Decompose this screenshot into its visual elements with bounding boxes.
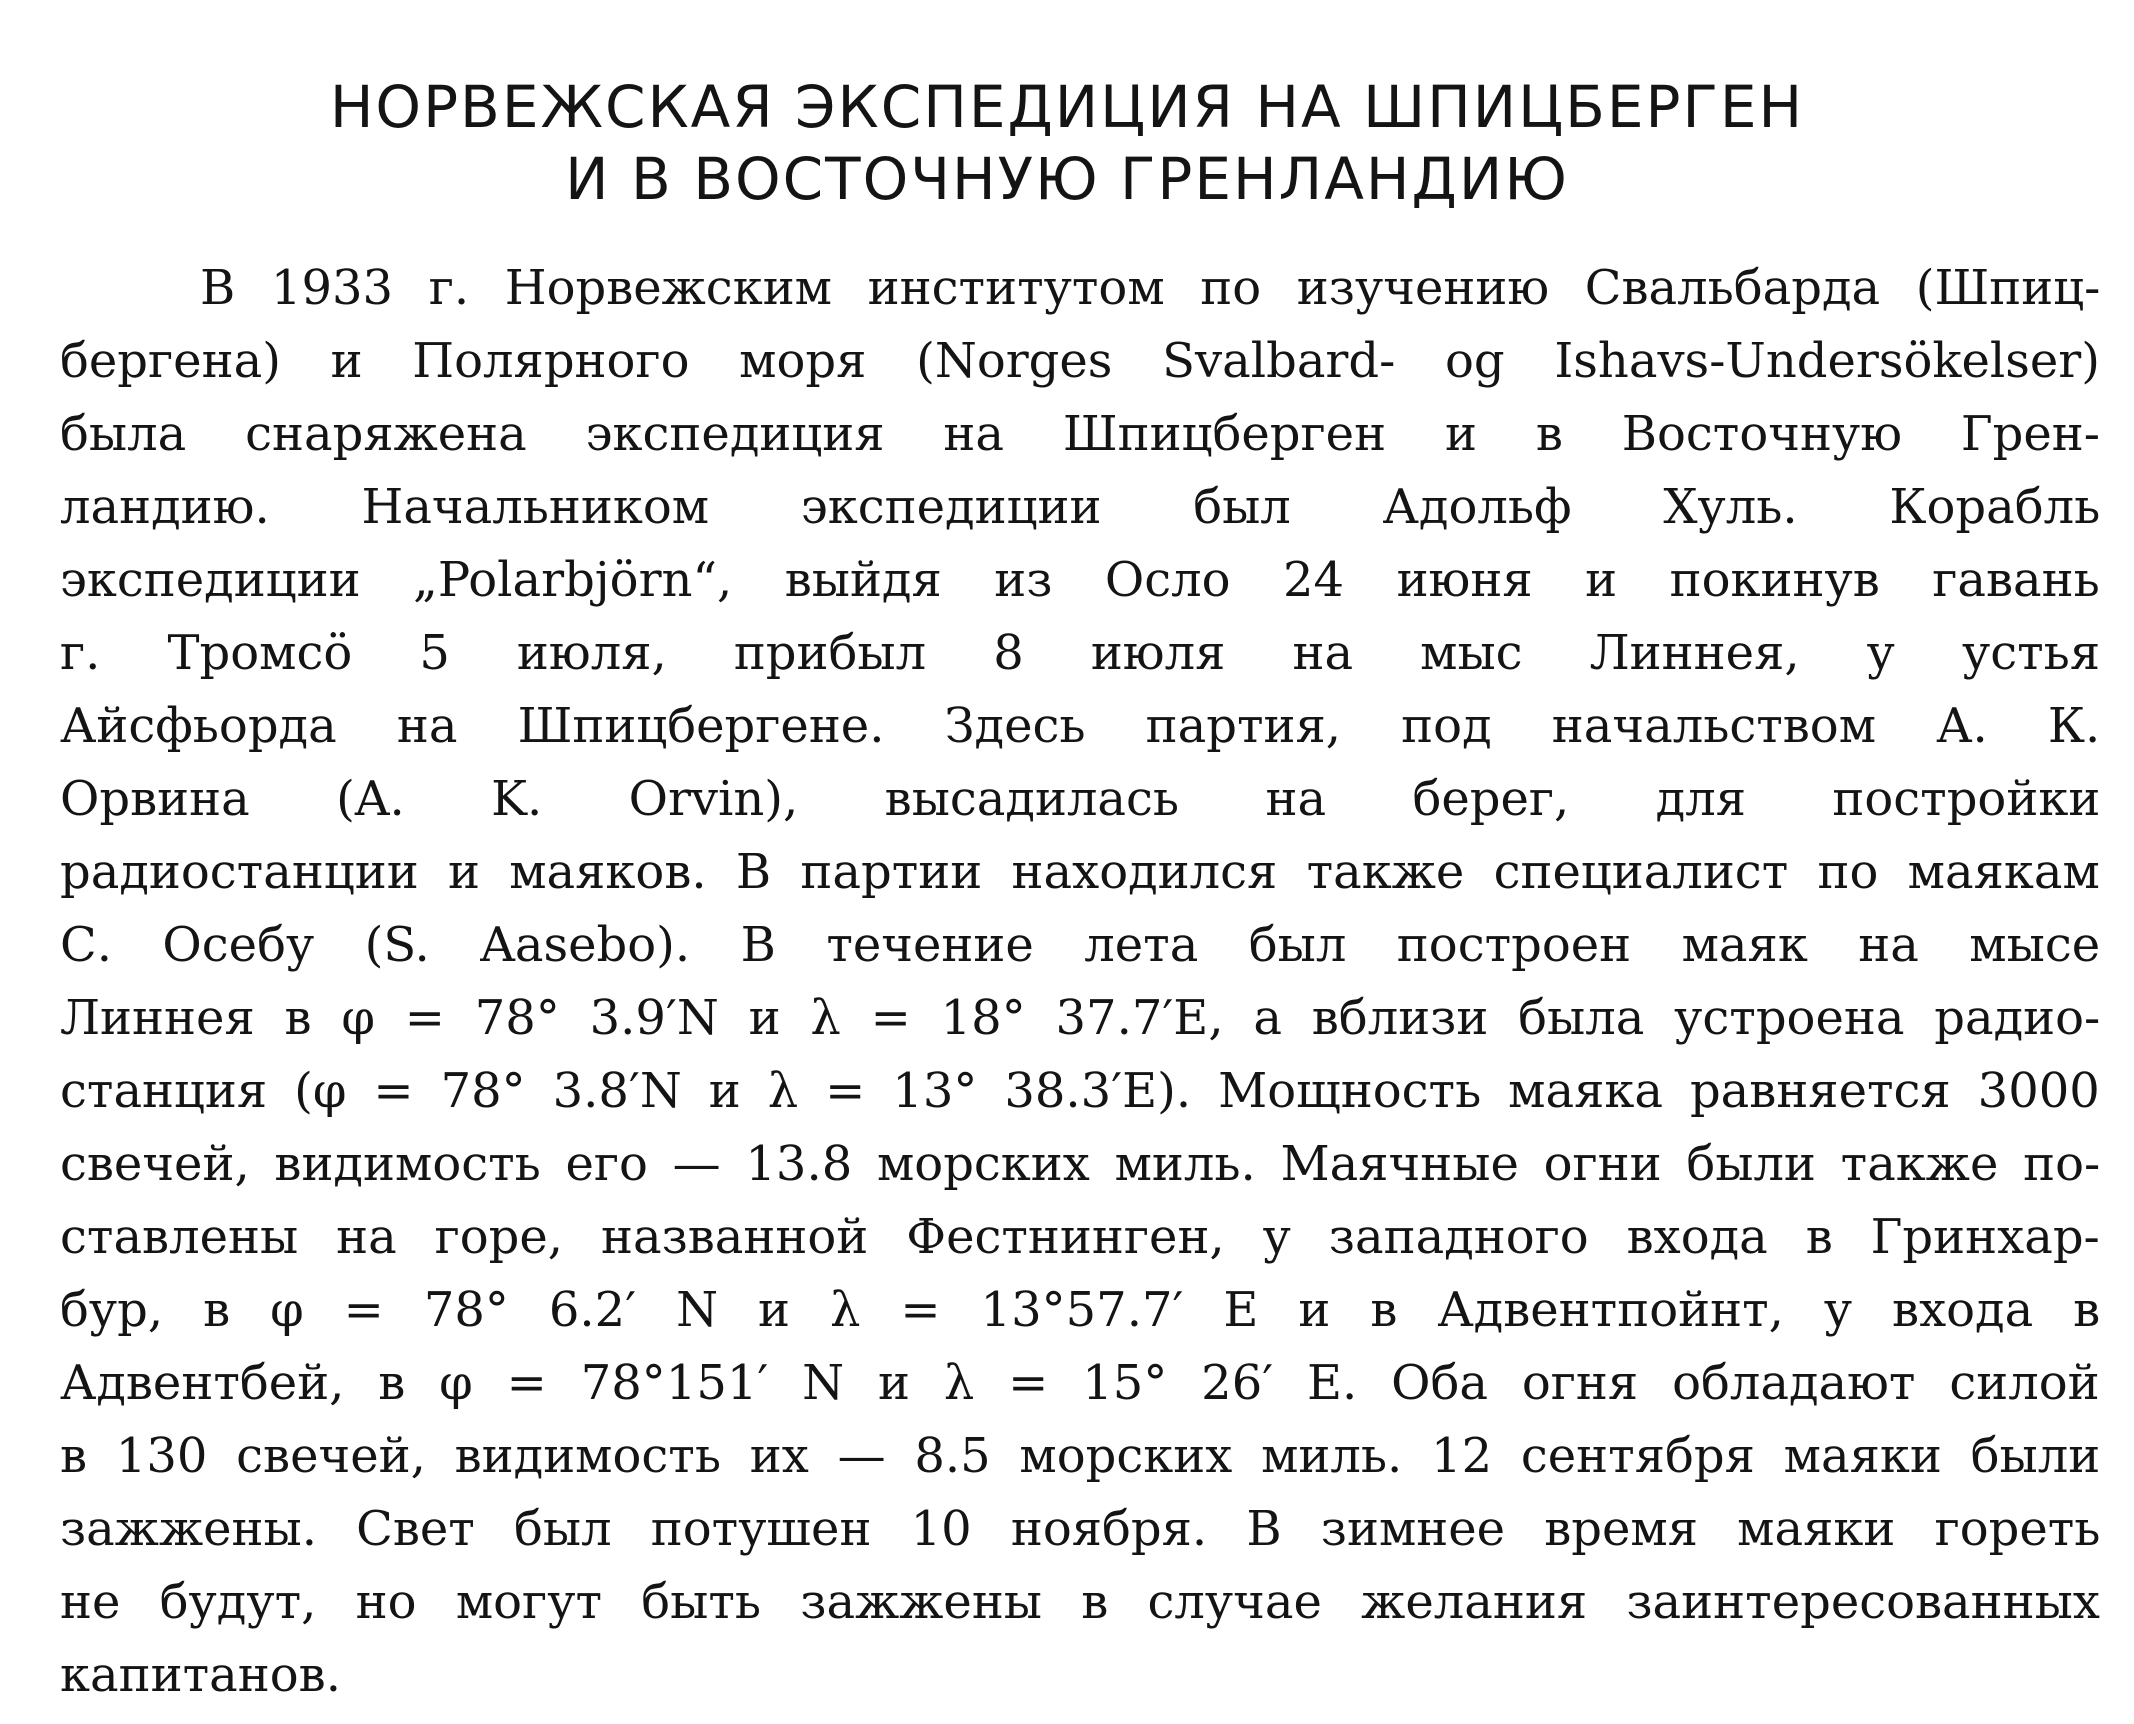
text-line: станция (φ = 78° 3.8′N и λ = 13° 38.3′E). Мощность маяка равняется 3000: [60, 1063, 2100, 1119]
text-line: г. Тромсö 5 июля, прибыл 8 июля на мыс Линнея, у устья: [60, 625, 2101, 681]
text-line: не будут, но могут быть зажжены в случае желания заинтересованных: [60, 1574, 2100, 1630]
text-line: бур, в φ = 78° 6.2′ N и λ = 13°57.7′ E и в Адвентпойнт, у входа в: [60, 1282, 2101, 1338]
text-line: свечей, видимость его — 13.8 морских миль. Маячные огни были также по-: [60, 1136, 2101, 1192]
text-line: ландию. Начальником экспедиции был Адольф Хуль. Корабль: [60, 479, 2101, 535]
text-line: С. Осебу (S. Aasebo). В течение лета был построен маяк на мысе: [60, 917, 2101, 973]
text-line: Айсфьорда на Шпицбергене. Здесь партия, под начальством А. К.: [60, 698, 2101, 754]
text-line: зажжены. Свет был потушен 10 ноября. В зимнее время маяки гореть: [60, 1501, 2101, 1557]
text-line: капитанов.: [60, 1647, 341, 1703]
title-line-2: И В ВОСТОЧНУЮ ГРЕНЛАНДИЮ: [565, 145, 1569, 213]
text-line: В 1933 г. Норвежским институтом по изучению Свальбарда (Шпиц-: [200, 260, 2101, 316]
text-line: в 130 свечей, видимость их — 8.5 морских миль. 12 сентября маяки были: [60, 1428, 2101, 1484]
text-line: Линнея в φ = 78° 3.9′N и λ = 18° 37.7′E, а вблизи была устроена радио-: [60, 990, 2101, 1046]
text-line: экспедиции „Polarbjörn“, выйдя из Осло 24 июня и покинув гавань: [60, 552, 2100, 608]
text-line: радиостанции и маяков. В партии находился также специалист по маякам: [60, 844, 2100, 900]
text-line: была снаряжена экспедиция на Шпицберген и в Восточную Грен-: [60, 406, 2101, 462]
text-line: Адвентбей, в φ = 78°151′ N и λ = 15° 26′ E. Оба огня обладают силой: [60, 1355, 2100, 1411]
text-line: бергена) и Полярного моря (Norges Svalbard- og Ishavs-Undersökelser): [60, 333, 2100, 389]
title-line-1: НОРВЕЖСКАЯ ЭКСПЕДИЦИЯ НА ШПИЦБЕРГЕН: [329, 73, 1805, 141]
text-line: Орвина (A. K. Orvin), высадилась на берег, для постройки: [60, 771, 2101, 827]
text-line: ставлены на горе, названной Фестнинген, у западного входа в Гринхар-: [60, 1209, 2100, 1265]
